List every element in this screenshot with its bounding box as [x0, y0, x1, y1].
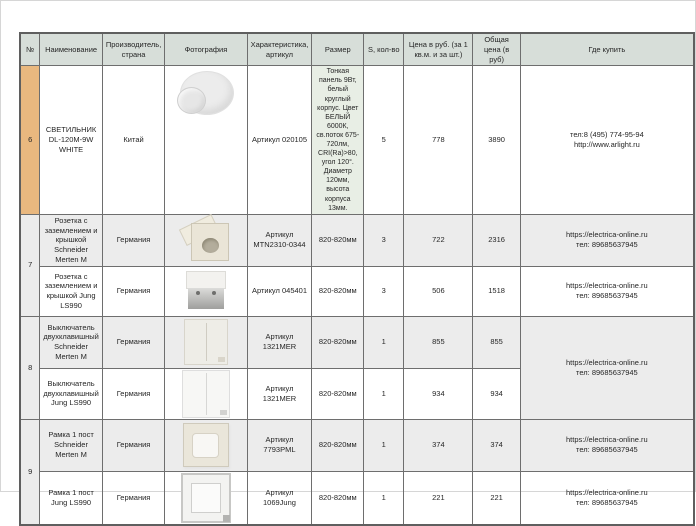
- cell-photo: [165, 66, 247, 215]
- cell-article: Артикул 1069Jung: [247, 471, 312, 525]
- cell-total: 1518: [473, 266, 520, 316]
- column-header-size: Размер: [312, 33, 364, 66]
- cell-where-to-buy: [520, 266, 694, 316]
- cell-article: Артикул 1321MER: [247, 316, 312, 368]
- cell-name: СВЕТИЛЬНИК DL-120M-9W WHITE: [40, 66, 103, 215]
- table-row: [20, 266, 694, 316]
- cell-country: Германия: [102, 419, 164, 471]
- cell-size: 820-820мм: [312, 266, 364, 316]
- phone-text: тел: 89685637945: [576, 445, 638, 454]
- cell-price: 722: [404, 214, 473, 266]
- cell-quantity: 3: [364, 214, 404, 266]
- cell-total: 2316: [473, 214, 520, 266]
- cell-quantity: 1: [364, 316, 404, 368]
- cell-country: Германия: [102, 368, 164, 419]
- column-header-manufacturer: Производитель, страна: [102, 33, 164, 66]
- cell-photo: [165, 368, 247, 419]
- shop-url-link[interactable]: https://electrica-online.ru: [566, 487, 648, 497]
- photo-double-rocker-switch-jung: [182, 370, 230, 418]
- cell-price: 934: [404, 368, 473, 419]
- photo-round-led-panel-light: [177, 70, 235, 118]
- cell-country: Китай: [102, 66, 164, 215]
- cell-price: 221: [404, 471, 473, 525]
- shop-url-link[interactable]: https://electrica-online.ru: [566, 230, 648, 240]
- cell-total: 221: [473, 471, 520, 525]
- photo-double-rocker-switch-merten: [184, 319, 228, 365]
- table-row: [20, 471, 694, 525]
- photo-single-frame-merten: [183, 423, 229, 467]
- cell-photo: [165, 419, 247, 471]
- column-header-article: Характеристика, артикул: [247, 33, 312, 66]
- column-header-number: №: [20, 33, 40, 66]
- cell-size: 820-820мм: [312, 419, 364, 471]
- cell-article: Артикул 020105: [247, 66, 312, 215]
- table-row: [20, 419, 694, 471]
- cell-size: 820-820мм: [312, 471, 364, 525]
- cell-name: Выключатель двухклавишный Jung LS990: [40, 368, 103, 419]
- cell-country: Германия: [102, 214, 164, 266]
- cell-total: 855: [473, 316, 520, 368]
- cell-quantity: 1: [364, 471, 404, 525]
- photo-socket-angled-view: [184, 269, 228, 313]
- cell-where-to-buy: [520, 471, 694, 525]
- row-number: 8: [20, 316, 40, 419]
- shop-url-link[interactable]: https://electrica-online.ru: [566, 357, 648, 367]
- shop-url-link[interactable]: http://www.arlight.ru: [573, 140, 640, 149]
- column-header-price: Цена в руб. (за 1 кв.м. и за шт.): [404, 33, 473, 66]
- cell-where-to-buy: [520, 419, 694, 471]
- cell-article: Артикул MTN2310-0344: [247, 214, 312, 266]
- column-header-quantity: S, кол-во: [364, 33, 404, 66]
- cell-name: Выключатель двухклавишный Schneider Merten M: [40, 316, 103, 368]
- phone-text: тел: 89685637945: [576, 497, 638, 507]
- phone-text: тел: 89685637945: [576, 240, 638, 250]
- cell-quantity: 1: [364, 368, 404, 419]
- row-number: 9: [20, 419, 40, 525]
- cell-photo: [165, 471, 247, 525]
- cell-name: Рамка 1 пост Jung LS990: [40, 471, 103, 525]
- cell-name: Розетка с заземлением и крышкой Jung LS990: [40, 266, 103, 316]
- cell-article: Артикул 045401: [247, 266, 312, 316]
- cell-name: Рамка 1 пост Schneider Merten M: [40, 419, 103, 471]
- row-number: 7: [20, 214, 40, 316]
- cell-size: 820-820мм: [312, 214, 364, 266]
- table-row: [20, 66, 694, 215]
- cell-total: 374: [473, 419, 520, 471]
- cell-photo: [165, 266, 247, 316]
- cell-article: Артикул 1321MER: [247, 368, 312, 419]
- phone-text: тел:8 (495) 774-95-94: [569, 130, 644, 140]
- cell-price: 855: [404, 316, 473, 368]
- products-table: [19, 32, 695, 526]
- cell-country: Германия: [102, 471, 164, 525]
- shop-url-link[interactable]: https://electrica-online.ru: [566, 281, 648, 291]
- cell-price: 506: [404, 266, 473, 316]
- cell-country: Германия: [102, 316, 164, 368]
- phone-text: тел: 89685637945: [576, 291, 638, 300]
- cell-where-to-buy: [520, 66, 694, 215]
- cell-country: Германия: [102, 266, 164, 316]
- column-header-name: Наименование: [40, 33, 103, 66]
- cell-where-to-buy: [520, 214, 694, 266]
- table-row: [20, 316, 694, 368]
- column-header-total-price: Общая цена (в руб): [473, 33, 520, 66]
- cell-size: 820-820мм: [312, 368, 364, 419]
- cell-quantity: 1: [364, 419, 404, 471]
- cell-price: 374: [404, 419, 473, 471]
- cell-total: 3890: [473, 66, 520, 215]
- cell-name: Розетка с заземлением и крышкой Schneider Merten M: [40, 214, 103, 266]
- photo-socket-with-open-lid: [181, 217, 231, 263]
- column-header-where-to-buy: Где купить: [520, 33, 694, 66]
- row-number: 6: [20, 66, 40, 215]
- cell-quantity: 3: [364, 266, 404, 316]
- header-row: [20, 33, 694, 66]
- cell-article: Артикул 7793PML: [247, 419, 312, 471]
- cell-size: 820-820мм: [312, 316, 364, 368]
- shop-url-link[interactable]: https://electrica-online.ru: [566, 435, 648, 445]
- cell-quantity: 5: [364, 66, 404, 215]
- cell-photo: [165, 214, 247, 266]
- phone-text: тел: 89685637945: [576, 367, 638, 377]
- table-row: [20, 214, 694, 266]
- column-header-photo: Фотография: [165, 33, 247, 66]
- cell-total: 934: [473, 368, 520, 419]
- cell-photo: [165, 316, 247, 368]
- cell-price: 778: [404, 66, 473, 215]
- cell-where-to-buy: [520, 316, 694, 419]
- cell-size: Тонкая панель 9Вт, белый круглый корпус. Цвет БЕЛЫЙ 6000К, св.поток 675-720лм, CRI(Ra)>80, угол 120°. Диаметр 120мм, высота корпуса 13мм.: [312, 66, 364, 215]
- photo-single-frame-jung: [181, 473, 231, 523]
